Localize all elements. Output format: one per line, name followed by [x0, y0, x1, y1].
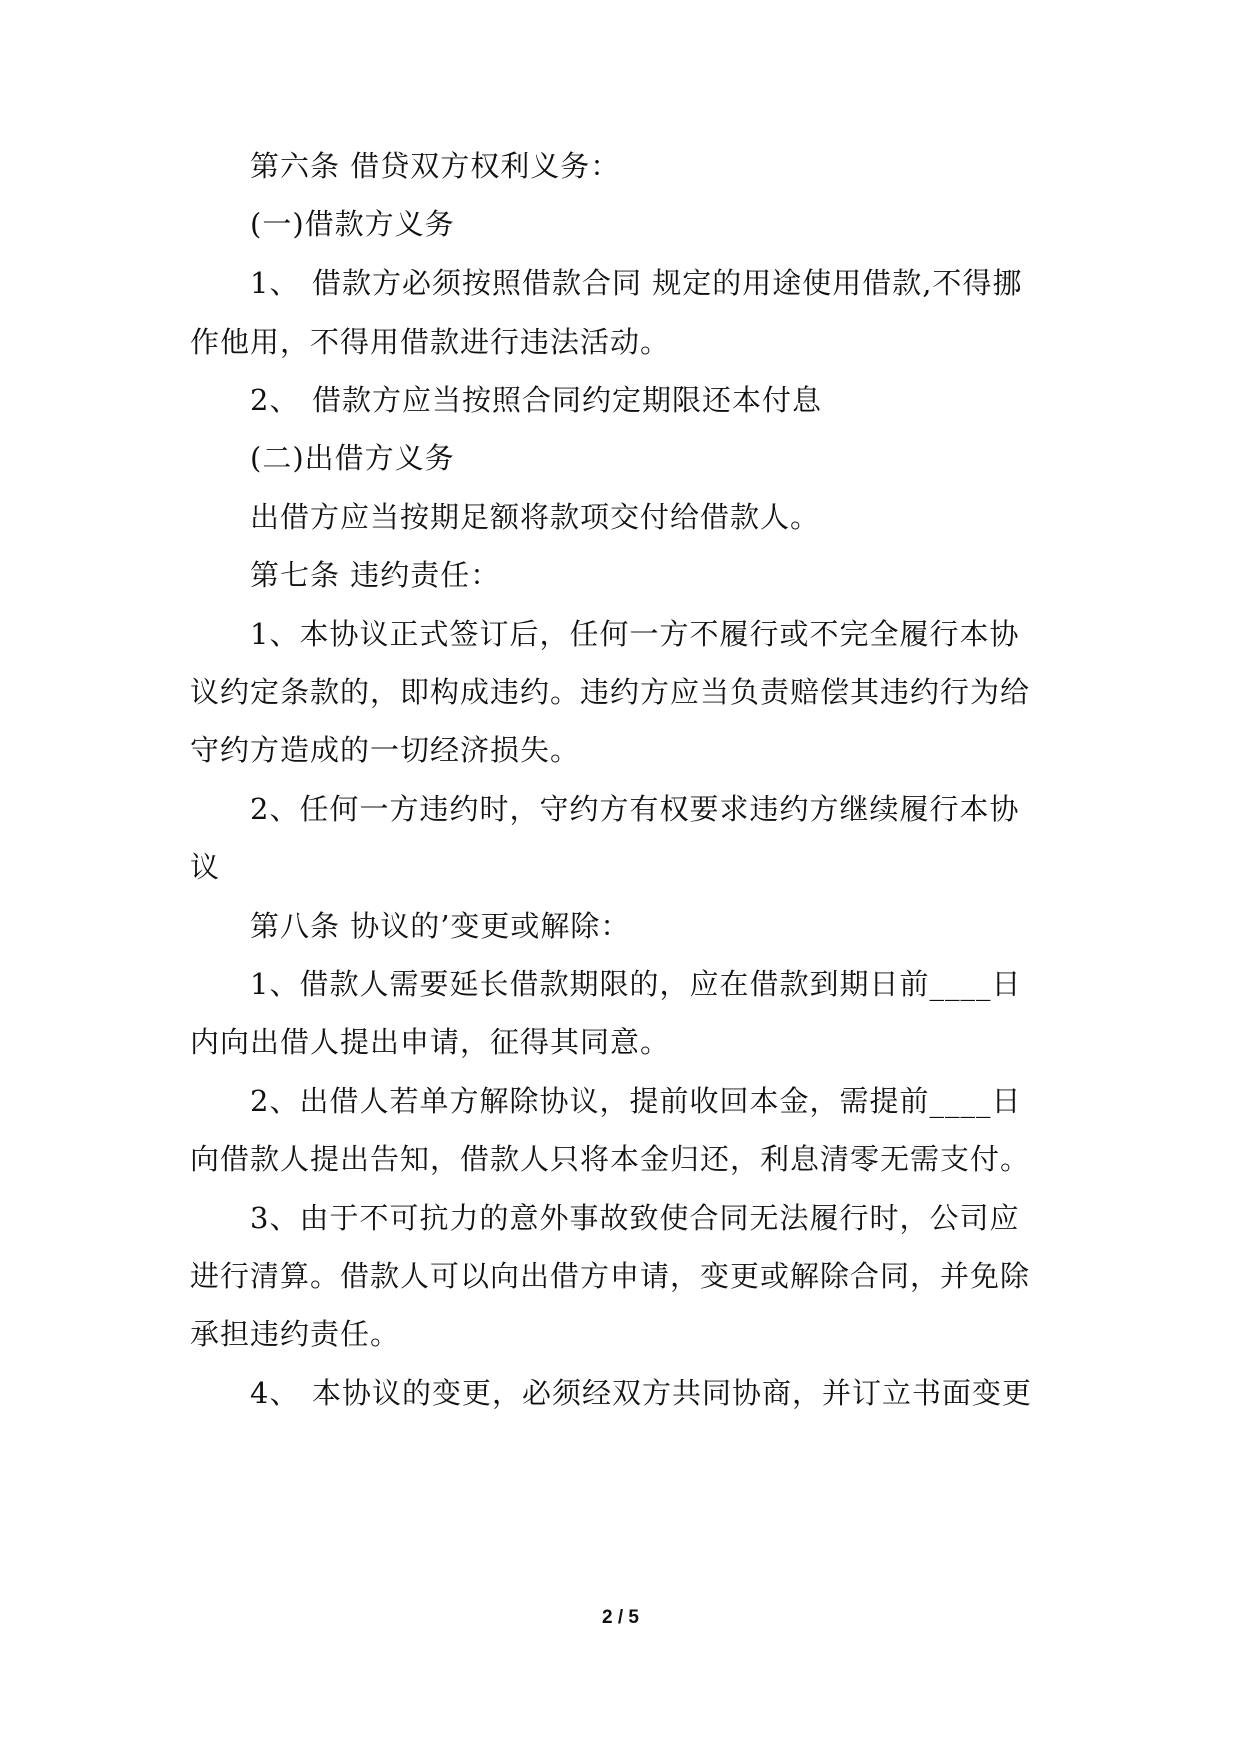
article-seven-heading: 第七条 违约责任：	[250, 558, 501, 592]
change-clause-2-line-1: 2、出借人若单方解除协议，提前收回本金，需提前____日	[250, 1084, 1022, 1118]
borrower-duty-1-line-1	[250, 263, 1022, 303]
article-six-heading: 第六条 借贷双方权利义务：	[250, 149, 621, 183]
page-number: 2 / 5	[602, 1607, 639, 1628]
breach-clause-1-line-2: 议约定条款的，即构成违约。违约方应当负责赔偿其违约行为给	[190, 675, 1031, 709]
borrower-duty-2	[250, 380, 822, 420]
breach-clause-1-line-1: 1、本协议正式签订后，任何一方不履行或不完全履行本协	[250, 617, 1020, 651]
change-clause-4-line-1	[250, 1373, 1032, 1413]
borrower-duty-1-line-2: 作他用，不得用借款进行违法活动。	[190, 325, 671, 359]
item-number: 4、	[250, 1376, 300, 1410]
change-clause-1-line-1: 1、借款人需要延长借款期限的，应在借款到期日前____日	[250, 967, 1022, 1001]
item-text: 借款方必须按照借款合同 规定的用途使用借款,不得挪	[312, 266, 1023, 300]
breach-clause-2-line-1: 2、任何一方违约时，守约方有权要求违约方继续履行本协	[250, 792, 1020, 826]
article-eight-heading: 第八条 协议的’变更或解除：	[250, 909, 631, 943]
item-text: 借款方应当按照合同约定期限还本付息	[312, 383, 823, 417]
change-clause-3-line-1: 3、由于不可抗力的意外事故致使合同无法履行时，公司应	[250, 1201, 1020, 1235]
breach-clause-1-line-3: 守约方造成的一切经济损失。	[190, 733, 581, 767]
section-lender-duties-heading: (二)出借方义务	[250, 441, 455, 475]
item-text: 本协议的变更，必须经双方共同协商，并订立书面变更	[312, 1376, 1033, 1410]
lender-duty-text: 出借方应当按期足额将款项交付给借款人。	[250, 500, 821, 534]
item-number: 1、	[250, 266, 300, 300]
change-clause-3-line-3: 承担违约责任。	[190, 1317, 401, 1351]
item-number: 2、	[250, 383, 300, 417]
change-clause-1-line-2: 内向出借人提出申请，征得其同意。	[190, 1025, 671, 1059]
breach-clause-2-line-2: 议	[190, 850, 221, 884]
change-clause-2-line-2: 向借款人提出告知，借款人只将本金归还，利息清零无需支付。	[190, 1142, 1031, 1176]
change-clause-3-line-2: 进行清算。借款人可以向出借方申请，变更或解除合同，并免除	[190, 1259, 1031, 1293]
section-borrower-duties-heading: (一)借款方义务	[250, 207, 455, 241]
